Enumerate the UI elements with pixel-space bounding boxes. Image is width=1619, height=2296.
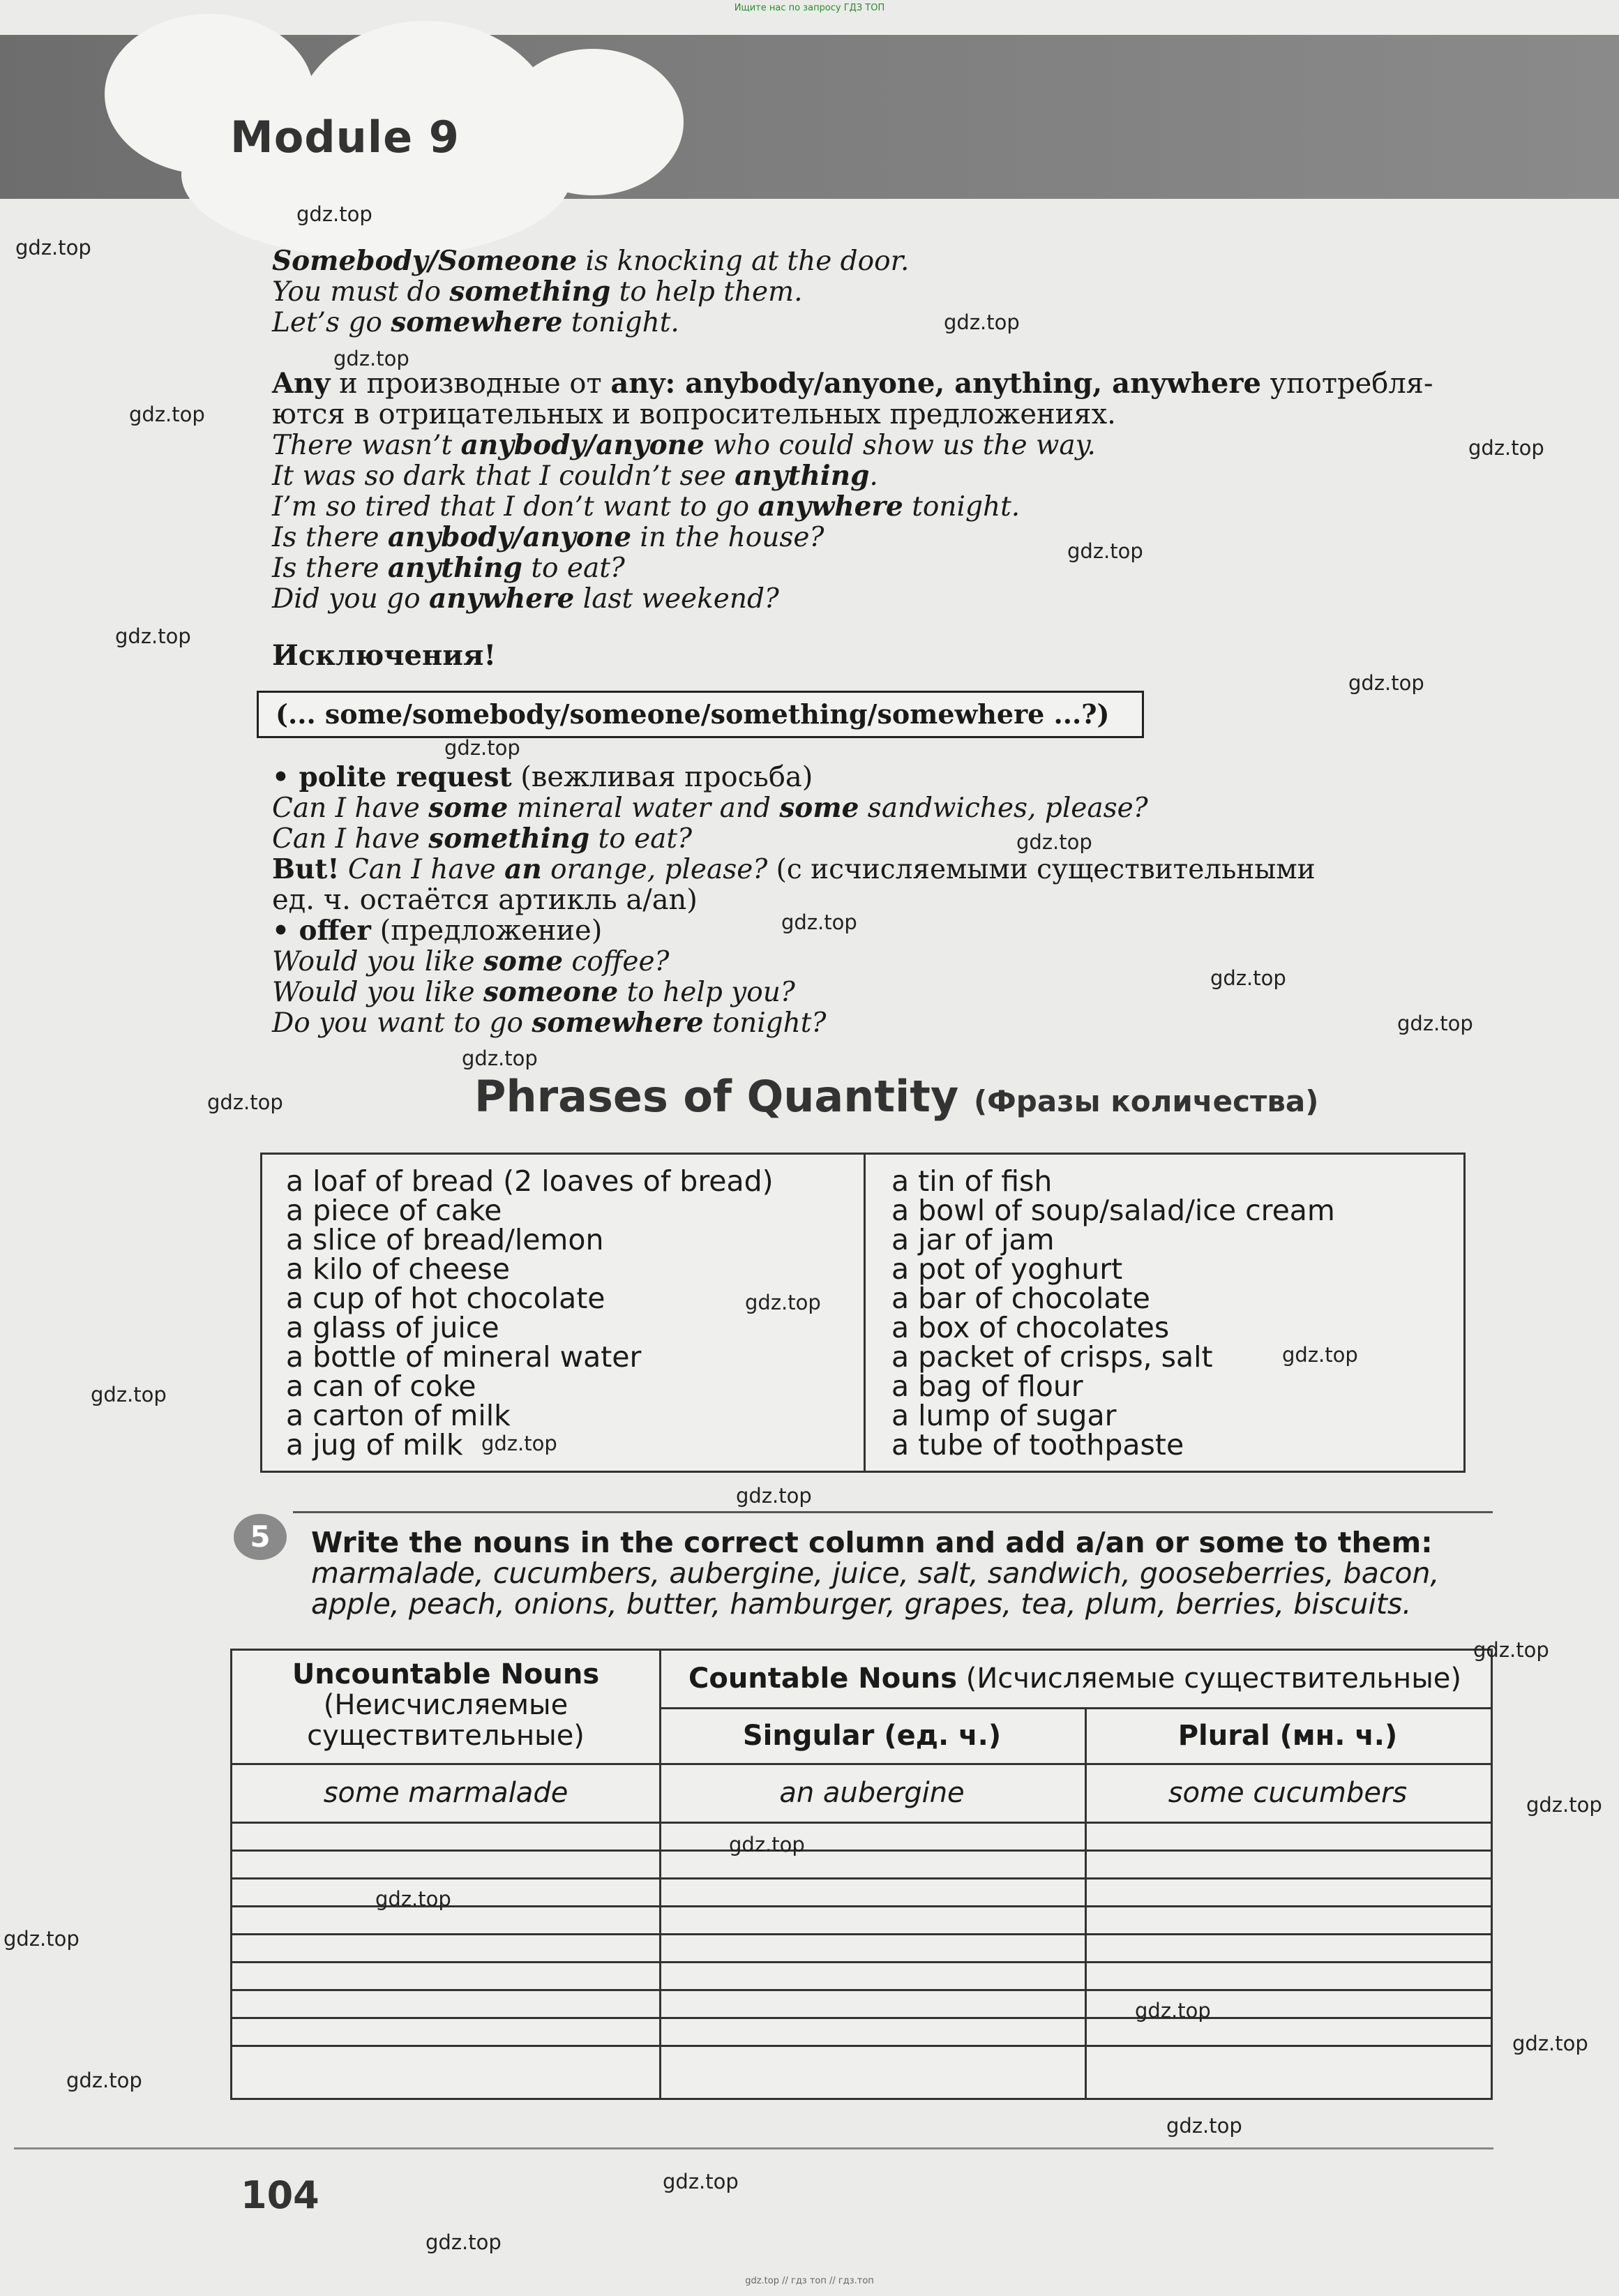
plural-title-ru: (мн. ч.) xyxy=(1279,1720,1398,1752)
countable-header xyxy=(659,1663,1491,1694)
watermark: gdz.top xyxy=(462,1046,538,1070)
watermark: gdz.top xyxy=(1210,966,1286,990)
watermark: gdz.top xyxy=(1016,830,1092,854)
text-segment: I’m so tired that I don’t want to go xyxy=(272,491,758,523)
page-bottom-rule xyxy=(14,2147,1493,2149)
some-example xyxy=(272,276,802,308)
text-segment: . xyxy=(869,460,878,492)
polite-request-heading xyxy=(272,762,813,793)
quantity-phrase: a bowl of soup/salad/ice cream xyxy=(891,1194,1335,1227)
exceptions-box-text: (... some/somebody/someone/something/somewhere ...?) xyxy=(276,698,1110,730)
singular-title: Singular xyxy=(742,1720,875,1752)
uncountable-title: Uncountable Nouns xyxy=(292,1658,600,1690)
watermark: gdz.top xyxy=(66,2069,142,2092)
watermark: gdz.top xyxy=(1282,1343,1358,1367)
quantity-phrase: a packet of crisps, salt xyxy=(891,1340,1213,1374)
exercise-instruction: Write the nouns in the correct column and add a/an or some to them: xyxy=(311,1526,1433,1559)
emphasis-word: somewhere xyxy=(391,306,563,338)
quantity-phrase: a pot of yoghurt xyxy=(891,1252,1123,1286)
emphasis-word: some xyxy=(779,792,859,824)
example-uncountable: some marmalade xyxy=(323,1777,568,1809)
text-segment: last weekend? xyxy=(574,583,779,615)
text-segment: in the house? xyxy=(631,522,824,553)
watermark: gdz.top xyxy=(1397,1012,1473,1035)
text-segment: Did you go xyxy=(272,583,429,615)
table-divider xyxy=(659,1651,661,2098)
uncountable-subtitle: (Неисчисляемые xyxy=(323,1689,568,1721)
emphasis-word: any: anybody/anyone, anything, anywhere xyxy=(610,367,1261,400)
offer-example xyxy=(272,1007,826,1039)
quantity-phrase: a box of chocolates xyxy=(891,1311,1170,1344)
russian-note: (с исчисляемыми существительными xyxy=(767,854,1316,885)
watermark: gdz.top xyxy=(1473,1638,1549,1662)
but-note: ед. ч. остаётся артикль a/an) xyxy=(272,884,698,916)
watermark: gdz.top xyxy=(1135,1999,1211,2023)
polite-example xyxy=(272,793,1148,824)
phrases-title-ru: (Фразы количества) xyxy=(973,1084,1319,1118)
exercise-words: marmalade, cucumbers, aubergine, juice, salt, sandwich, gooseberries, bacon, xyxy=(311,1556,1440,1590)
polite-request-label: • polite request xyxy=(272,761,512,793)
text-segment: употребля- xyxy=(1260,368,1433,400)
text-segment: There wasn’t xyxy=(272,430,461,461)
text-segment: Is there xyxy=(272,553,388,584)
watermark: gdz.top xyxy=(745,1291,821,1314)
example-plural: some cucumbers xyxy=(1168,1777,1408,1809)
plural-title: Plural xyxy=(1177,1720,1270,1752)
some-example xyxy=(272,307,679,338)
quantity-phrase: a piece of cake xyxy=(286,1194,502,1227)
table-divider xyxy=(232,2017,1491,2019)
table-divider xyxy=(232,1961,1491,1963)
exercise-rule xyxy=(293,1511,1493,1513)
offer-example xyxy=(272,977,795,1008)
emphasis-word: someone xyxy=(483,976,619,1008)
watermark: gdz.top xyxy=(129,403,205,426)
module-title: Module 9 xyxy=(230,112,460,163)
text-segment: It was so dark that I couldn’t see xyxy=(272,460,735,492)
but-example xyxy=(272,854,1316,885)
table-divider xyxy=(659,1707,1491,1709)
text-segment: to eat? xyxy=(589,823,693,855)
offer-label: • offer xyxy=(272,915,371,947)
any-example xyxy=(272,491,1020,523)
text-segment: mineral water and xyxy=(508,793,780,824)
polite-example xyxy=(272,823,692,855)
watermark: gdz.top xyxy=(1512,2032,1588,2055)
emphasis-word: some xyxy=(483,945,564,977)
quantity-phrase: a tin of fish xyxy=(891,1164,1053,1198)
emphasis-word: anywhere xyxy=(758,490,903,523)
text-segment: to help you? xyxy=(618,977,795,1008)
table-divider xyxy=(232,2045,1491,2047)
quantity-table-divider xyxy=(864,1153,866,1473)
emphasis-word: anything xyxy=(387,552,522,584)
text-segment: coffee? xyxy=(563,946,670,977)
nouns-table xyxy=(230,1649,1493,2100)
emphasis-word: anybody/anyone xyxy=(460,429,705,461)
text-segment: to help them. xyxy=(610,276,803,308)
offer-example xyxy=(272,946,669,977)
table-divider xyxy=(232,1849,1491,1852)
singular-header xyxy=(659,1720,1085,1751)
watermark: gdz.top xyxy=(1468,436,1544,460)
quantity-phrase: a cup of hot chocolate xyxy=(286,1282,605,1315)
table-divider xyxy=(232,1933,1491,1935)
watermark: gdz.top xyxy=(333,347,409,370)
emphasis-word: something xyxy=(428,823,590,855)
any-example xyxy=(272,522,824,553)
watermark: gdz.top xyxy=(781,910,857,934)
watermark: gdz.top xyxy=(3,1927,80,1951)
emphasis-word: some xyxy=(428,792,509,824)
uncountable-header xyxy=(232,1659,659,1751)
watermark: gdz.top xyxy=(729,1833,805,1856)
countable-title: Countable Nouns xyxy=(688,1663,958,1695)
watermark: gdz.top xyxy=(1526,1793,1602,1817)
emphasis-word: Any xyxy=(272,367,331,400)
quantity-phrase: a tube of toothpaste xyxy=(891,1428,1184,1462)
emphasis-word: anything xyxy=(735,460,870,492)
watermark: gdz.top xyxy=(1348,671,1424,695)
watermark: gdz.top xyxy=(1067,539,1143,563)
watermark: gdz.top xyxy=(481,1432,557,1455)
table-divider xyxy=(232,1763,1491,1765)
text-segment: Can I have xyxy=(272,823,429,855)
watermark: gdz.top xyxy=(736,1484,812,1508)
watermark: gdz.top xyxy=(115,624,191,648)
quantity-phrase: a can of coke xyxy=(286,1370,476,1403)
quantity-phrase: a loaf of bread (2 loaves of bread) xyxy=(286,1164,774,1198)
text-segment: tonight? xyxy=(703,1007,827,1039)
watermark: gdz.top xyxy=(663,2170,739,2193)
any-example xyxy=(272,430,1096,461)
emphasis-word: somewhere xyxy=(532,1007,704,1039)
table-divider xyxy=(232,1989,1491,1991)
text-segment: Let’s go xyxy=(272,307,391,338)
example-singular: an aubergine xyxy=(779,1777,965,1809)
quantity-phrase: a bag of flour xyxy=(891,1370,1083,1403)
offer-ru: (предложение) xyxy=(370,915,603,947)
table-divider xyxy=(232,1822,1491,1824)
table-divider xyxy=(1085,1707,1087,2098)
text-segment: Do you want to go xyxy=(272,1007,532,1039)
watermark: gdz.top xyxy=(207,1090,283,1114)
text-segment: You must do xyxy=(272,276,450,308)
any-rule-continued: ются в отрицательных и вопросительных предложениях. xyxy=(272,398,1116,430)
text-segment: sandwiches, please? xyxy=(859,793,1148,824)
text-segment: tonight. xyxy=(903,491,1021,523)
text-segment: и производные от xyxy=(330,368,611,400)
watermark: gdz.top xyxy=(426,2230,502,2254)
top-note: Ищите нас по запросу ГДЗ ТОП xyxy=(734,3,885,13)
watermark: gdz.top xyxy=(444,736,520,760)
text-segment: tonight. xyxy=(562,307,679,338)
uncountable-subtitle: существительные) xyxy=(307,1720,585,1752)
emphasis-word: something xyxy=(449,276,611,308)
exercise-words: apple, peach, onions, butter, hamburger, grapes, tea, plum, berries, biscuits. xyxy=(311,1587,1412,1621)
text-segment: Would you like xyxy=(272,946,483,977)
watermark: gdz.top xyxy=(15,236,91,260)
quantity-phrase: a jar of jam xyxy=(891,1223,1055,1256)
emphasis-word: anybody/anyone xyxy=(387,521,632,553)
quantity-phrase: a bar of chocolate xyxy=(891,1282,1150,1315)
any-example xyxy=(272,583,779,615)
polite-request-ru: (вежливая просьба) xyxy=(511,761,813,793)
watermark: gdz.top xyxy=(375,1887,451,1911)
watermark: gdz.top xyxy=(944,310,1020,334)
exceptions-heading: Исключения! xyxy=(272,639,497,672)
page-number: 104 xyxy=(241,2173,319,2217)
watermark: gdz.top xyxy=(91,1383,167,1406)
quantity-phrase: a slice of bread/lemon xyxy=(286,1223,604,1256)
countable-title-ru: (Исчисляемые существительные) xyxy=(965,1663,1462,1695)
exercise-number: 5 xyxy=(234,1514,287,1560)
quantity-phrase: a lump of sugar xyxy=(891,1399,1117,1432)
text-segment: Can I have xyxy=(339,854,505,885)
watermark: gdz.top xyxy=(1166,2114,1242,2138)
text-segment: who could show us the way. xyxy=(704,430,1096,461)
emphasis-word: anywhere xyxy=(428,583,575,615)
table-divider xyxy=(232,1877,1491,1879)
quantity-phrase: a bottle of mineral water xyxy=(286,1340,642,1374)
text-segment: Would you like xyxy=(272,977,483,1008)
but-label: But! xyxy=(272,853,340,885)
phrases-title xyxy=(474,1071,1318,1122)
text-segment: orange, please? xyxy=(541,854,768,885)
bottom-note: gdz.top // гдз топ // гдз.топ xyxy=(745,2276,874,2286)
quantity-phrase: a glass of juice xyxy=(286,1311,499,1344)
emphasis-word: an xyxy=(504,853,542,885)
any-example xyxy=(272,460,878,492)
any-rule xyxy=(272,368,1433,399)
some-example xyxy=(272,246,909,277)
exceptions-box xyxy=(257,691,1144,738)
phrases-title-en: Phrases of Quantity xyxy=(474,1071,959,1122)
any-example xyxy=(272,553,625,584)
offer-heading xyxy=(272,915,602,947)
emphasis-word: Somebody/Someone xyxy=(272,245,578,277)
text-segment: Can I have xyxy=(272,793,429,824)
singular-title-ru: (ед. ч.) xyxy=(884,1720,1002,1752)
plural-header xyxy=(1085,1720,1491,1751)
quantity-phrase: a carton of milk xyxy=(286,1399,511,1432)
quantity-phrase: a jug of milk xyxy=(286,1428,463,1462)
text-segment: to eat? xyxy=(522,553,625,584)
watermark: gdz.top xyxy=(296,202,372,226)
text-segment: Is there xyxy=(272,522,388,553)
text-segment: is knocking at the door. xyxy=(577,246,910,277)
quantity-phrase: a kilo of cheese xyxy=(286,1252,510,1286)
